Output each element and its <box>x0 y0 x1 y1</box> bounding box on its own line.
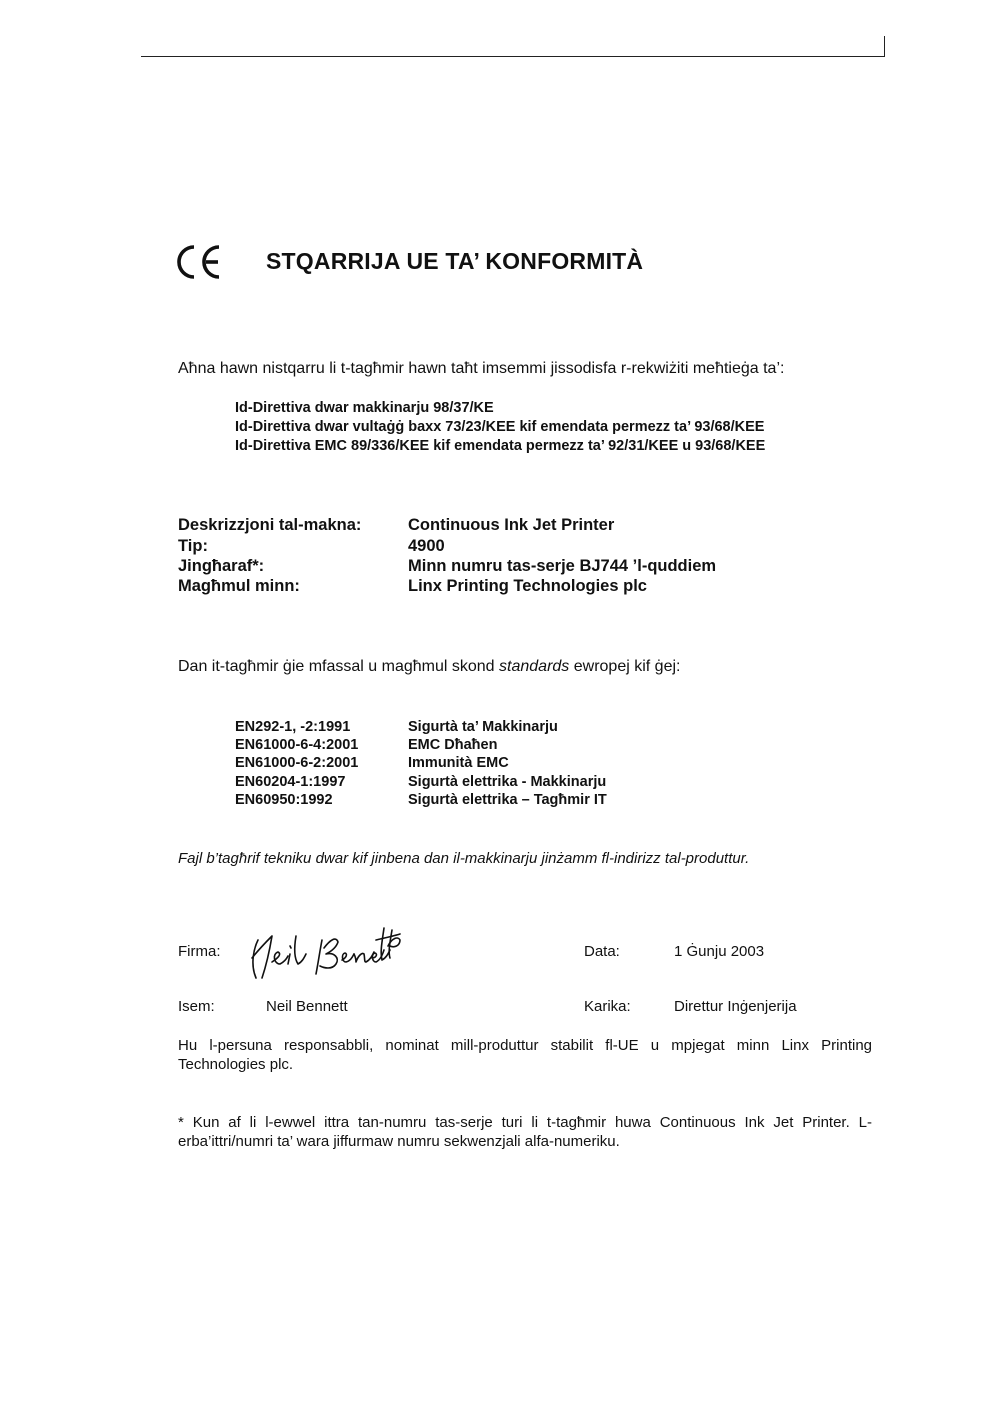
responsible-person-note: Hu l-persuna responsabbli, nominat mill-produttur stabilit fl-UE u mpjegat minn Linx Printing Technologies plc. <box>178 1037 872 1073</box>
role-value: Direttur Inġenjerija <box>674 998 797 1015</box>
ce-mark-logo <box>176 244 222 280</box>
standard-description: Immunità EMC <box>408 755 509 771</box>
standard-code: EN292-1, -2:1991 <box>235 719 351 735</box>
identification-label: Jingħaraf*: <box>178 557 265 575</box>
serial-number-footnote: * Kun af li l-ewwel ittra tan-numru tas-serje turi li t-tagħmir huwa Continuous Ink Jet Printer. L-erba’ittri/numri ta’ wara jiffurmaw numru sekwenzjali alfa-numeriku. <box>178 1114 872 1150</box>
header-corner-rule <box>884 36 885 57</box>
header-rule <box>141 56 885 57</box>
type-value: 4900 <box>408 537 445 555</box>
role-label: Karika: <box>584 998 631 1015</box>
directive-item: Id-Direttiva dwar makkinarju 98/37/KE <box>235 400 494 416</box>
standard-code: EN60950:1992 <box>235 792 333 808</box>
standards-intro-text: Dan it-tagħmir ġie mfassal u magħmul skond <box>178 658 500 675</box>
manufacturer-value: Linx Printing Technologies plc <box>408 577 647 595</box>
standard-description: Sigurtà elettrika - Makkinarju <box>408 774 607 790</box>
standard-code: EN60204-1:1997 <box>235 774 346 790</box>
directive-item: Id-Direttiva EMC 89/336/KEE kif emendata permezz ta’ 92/31/KEE u 93/68/KEE <box>235 438 766 454</box>
standard-code: EN61000-6-4:2001 <box>235 737 359 753</box>
name-value: Neil Bennett <box>266 998 348 1015</box>
standards-intro-text-end: ewropej kif ġej: <box>569 658 681 675</box>
directive-item: Id-Direttiva dwar vultaġġ baxx 73/23/KEE kif emendata permezz ta’ 93/68/KEE <box>235 419 765 435</box>
handwritten-signature <box>244 918 404 984</box>
identification-value: Minn numru tas-serje BJ744 ’l-quddiem <box>408 557 717 575</box>
standard-description: Sigurtà ta’ Makkinarju <box>408 719 558 735</box>
standard-code: EN61000-6-2:2001 <box>235 755 359 771</box>
standard-description: EMC Dħaħen <box>408 737 498 753</box>
technical-file-note: Fajl b’tagħrif tekniku dwar kif jinbena dan il-makkinarju jinżamm fl-indirizz tal-produttur. <box>178 850 750 867</box>
date-value: 1 Ġunju 2003 <box>674 943 765 960</box>
type-label: Tip: <box>178 537 208 555</box>
standards-intro <box>178 658 680 676</box>
standards-intro-italic: standards <box>499 658 570 675</box>
intro-paragraph: Aħna hawn nistqarru li t-tagħmir hawn taħt imsemmi jissodisfa r-rekwiżiti meħtieġa ta’: <box>178 360 785 377</box>
name-label: Isem: <box>178 998 215 1015</box>
manufacturer-label: Magħmul minn: <box>178 577 300 595</box>
signature-label: Firma: <box>178 943 221 960</box>
machine-description-value: Continuous Ink Jet Printer <box>408 516 615 534</box>
date-label: Data: <box>584 943 620 960</box>
standard-description: Sigurtà elettrika – Tagħmir IT <box>408 792 607 808</box>
page-title: STQARRIJA UE TA’ KONFORMITÀ <box>266 248 644 274</box>
machine-description-label: Deskrizzjoni tal-makna: <box>178 516 362 534</box>
